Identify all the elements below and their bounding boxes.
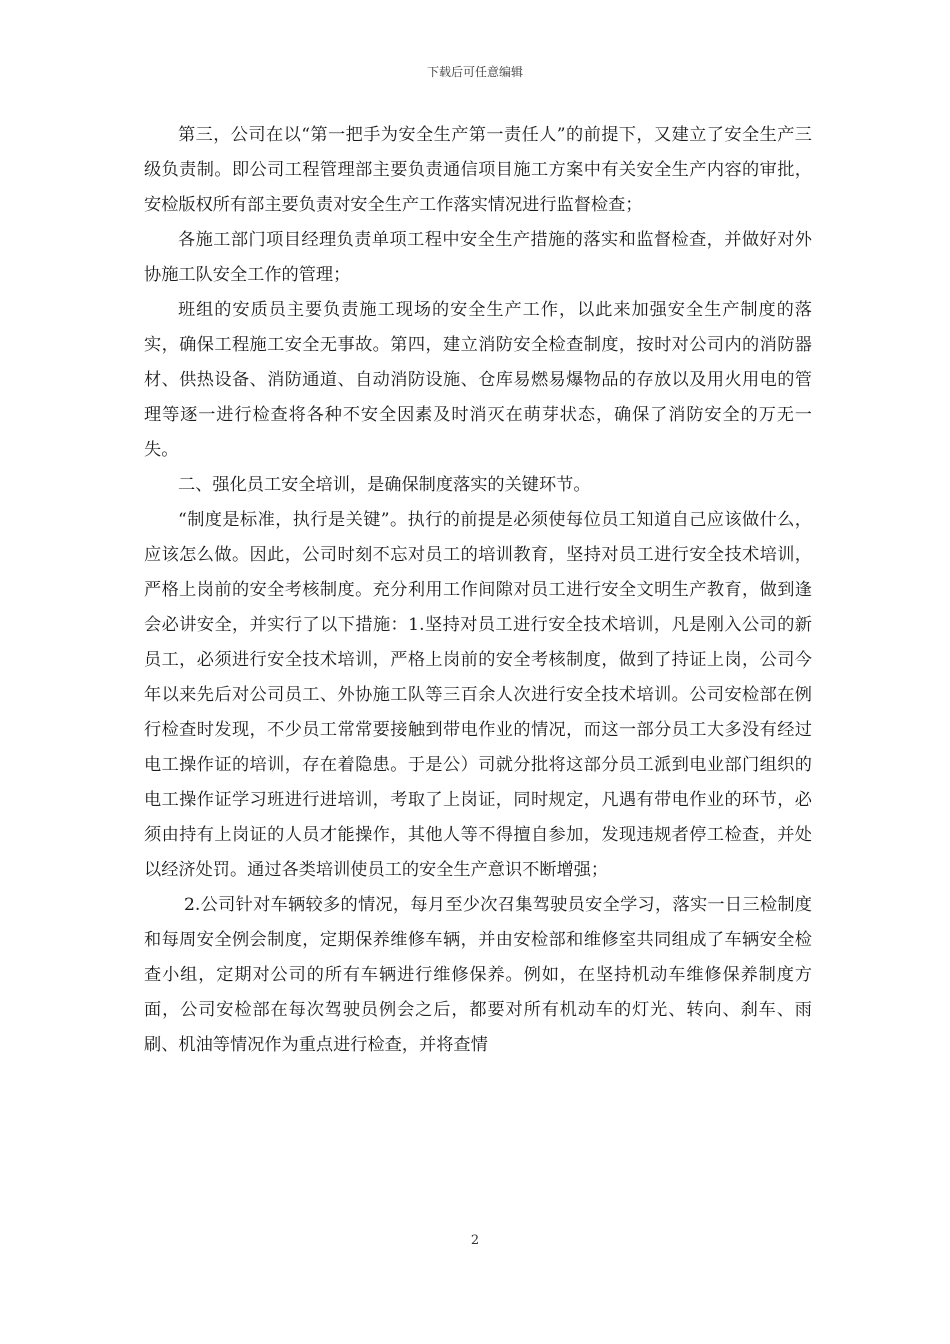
- paragraph-team-safety-officers: 班组的安质员主要负责施工现场的安全生产工作，以此来加强安全生产制度的落实，确保工程施工安全无事故。第四，建立消防安全检查制度，按时对公司内的消防器材、供热设备、消防通道、自动消防设施、仓库易燃易爆物品的存放以及用火用电的管理等逐一进行检查将各种不安全因素及时消灭在萌芽状态，确保了消防安全的万无一失。: [144, 300, 812, 460]
- document-body: [144, 118, 812, 1063]
- section-heading-training: 二、强化员工安全培训，是确保制度落实的关键环节。: [178, 475, 591, 495]
- paragraph-third-point: 第三，公司在以“第一把手为安全生产第一责任人”的前提下，又建立了安全生产三级负责制。即公司工程管理部主要负责通信项目施工方案中有关安全生产内容的审批，安检版权所有部主要负责对安全生产工作落实情况进行监督检查；: [144, 125, 812, 215]
- paragraph-vehicle-safety: 2.公司针对车辆较多的情况，每月至少次召集驾驶员安全学习，落实一日三检制度和每周安全例会制度，定期保养维修车辆，并由安检部和维修室共同组成了车辆安全检查小组，定期对公司的所有车辆进行维修保养。例如，在坚持机动车维修保养制度方面，公司安检部在每次驾驶员例会之后，都要对所有机动车的灯光、转向、刹车、雨刷、机油等情况作为重点进行检查，并将查情: [144, 895, 812, 1055]
- page-header: 下载后可任意编辑: [426, 65, 523, 79]
- paragraph-project-managers: 各施工部门项目经理负责单项工程中安全生产措施的落实和监督检查，并做好对外协施工队安全工作的管理；: [144, 230, 812, 285]
- paragraph-training-measures: “制度是标准，执行是关键”。执行的前提是必须使每位员工知道自己应该做什么，应该怎么做。因此，公司时刻不忘对员工的培训教育，坚持对员工进行安全技术培训，严格上岗前的安全考核制度。充分利用工作间隙对员工进行安全文明生产教育，做到逢会必讲安全，并实行了以下措施：1.坚持对员工进行安全技术培训，凡是刚入公司的新员工，必须进行安全技术培训，严格上岗前的安全考核制度，做到了持证上岗，公司今年以来先后对公司员工、外协施工队等三百余人次进行安全技术培训。公司安检部在例行检查时发现，不少员工常常要接触到带电作业的情况，而这一部分员工大多没有经过电工操作证的培训，存在着隐患。于是公）司就分批将这部分员工派到电业部门组织的电工操作证学习班进行进培训，考取了上岗证，同时规定，凡遇有带电作业的环节，必须由持有上岗证的人员才能操作，其他人等不得擅自参加，发现违规者停工检查，并处以经济处罚。通过各类培训使员工的安全生产意识不断增强；: [144, 510, 812, 880]
- page-number: 2: [470, 1233, 480, 1248]
